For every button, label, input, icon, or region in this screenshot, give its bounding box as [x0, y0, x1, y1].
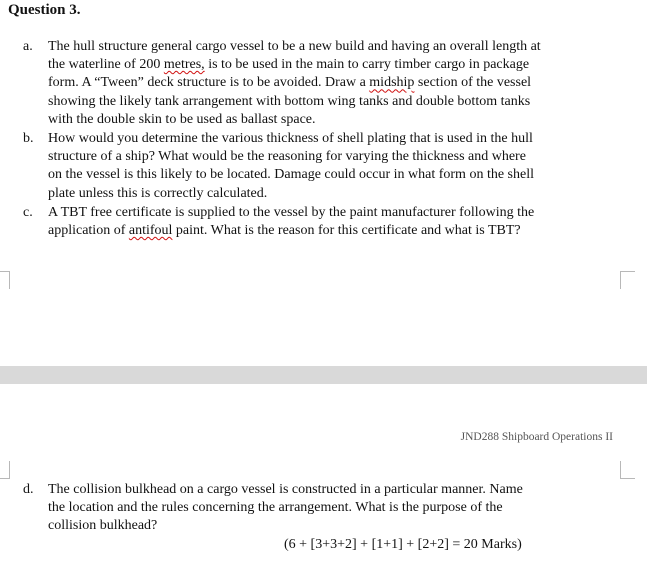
item-a-letter: a. [23, 39, 33, 54]
spellcheck-underline: antifoul [128, 223, 173, 239]
spellcheck-underline: midship [369, 75, 415, 91]
item-b-line-2: structure of a ship? What would be the reasoning for varying the thickness and where [48, 149, 526, 165]
item-a-text [48, 38, 620, 129]
item-b-text [48, 130, 620, 203]
item-c-line-1: A TBT free certificate is supplied to the vessel by the paint manufacturer following the [48, 205, 535, 220]
item-d-line-2: the location and the rules concerning the arrangement. What is the purpose of the [48, 500, 503, 516]
page-corner-mark-bottom-left [0, 461, 10, 479]
item-d-letter: d. [23, 482, 34, 497]
marks-allocation: (6 + [3+3+2] + [1+1] + [2+2] = 20 Marks) [284, 537, 522, 552]
item-b-letter: b. [23, 131, 34, 146]
page-break-gap [0, 366, 647, 384]
question-heading: Question 3. [8, 2, 81, 18]
page-corner-mark-top-right [620, 271, 635, 289]
page-corner-mark-top-left [0, 271, 10, 289]
item-d-line-3: collision bulkhead? [48, 518, 158, 534]
item-a-line-4: showing the likely tank arrangement with bottom wing tanks and double bottom tanks [48, 93, 531, 109]
item-b-line-1: How would you determine the various thickness of shell plating that is used in the hull [48, 131, 533, 146]
item-d-line-1: The collision bulkhead on a cargo vessel is constructed in a particular manner. Name [48, 482, 523, 497]
item-c-line-2: application of antifoul paint. What is the reason for this certificate and what is TBT? [48, 223, 521, 239]
item-a-line-2: the waterline of 200 metres, is to be used in the main to carry timber cargo in package [48, 57, 530, 73]
spellcheck-underline: metres, [163, 57, 205, 73]
item-d-text [48, 481, 620, 536]
item-b-line-4: plate unless this is correctly calculated. [48, 185, 268, 201]
course-footer-label: JND288 Shipboard Operations II [460, 431, 613, 443]
item-a-line-1: The hull structure general cargo vessel to be a new build and having an overall length at [48, 39, 541, 54]
item-a-line-3: form. A “Tween” deck structure is to be avoided. Draw a midship section of the vessel [48, 75, 532, 91]
item-a-line-5: with the double skin to be used as ballast space. [48, 111, 316, 127]
item-c-letter: c. [23, 205, 33, 220]
item-b-line-3: on the vessel is this likely to be located. Damage could occur in what form on the shell [48, 167, 534, 183]
page-corner-mark-bottom-right [620, 461, 635, 479]
item-c-text [48, 204, 620, 240]
